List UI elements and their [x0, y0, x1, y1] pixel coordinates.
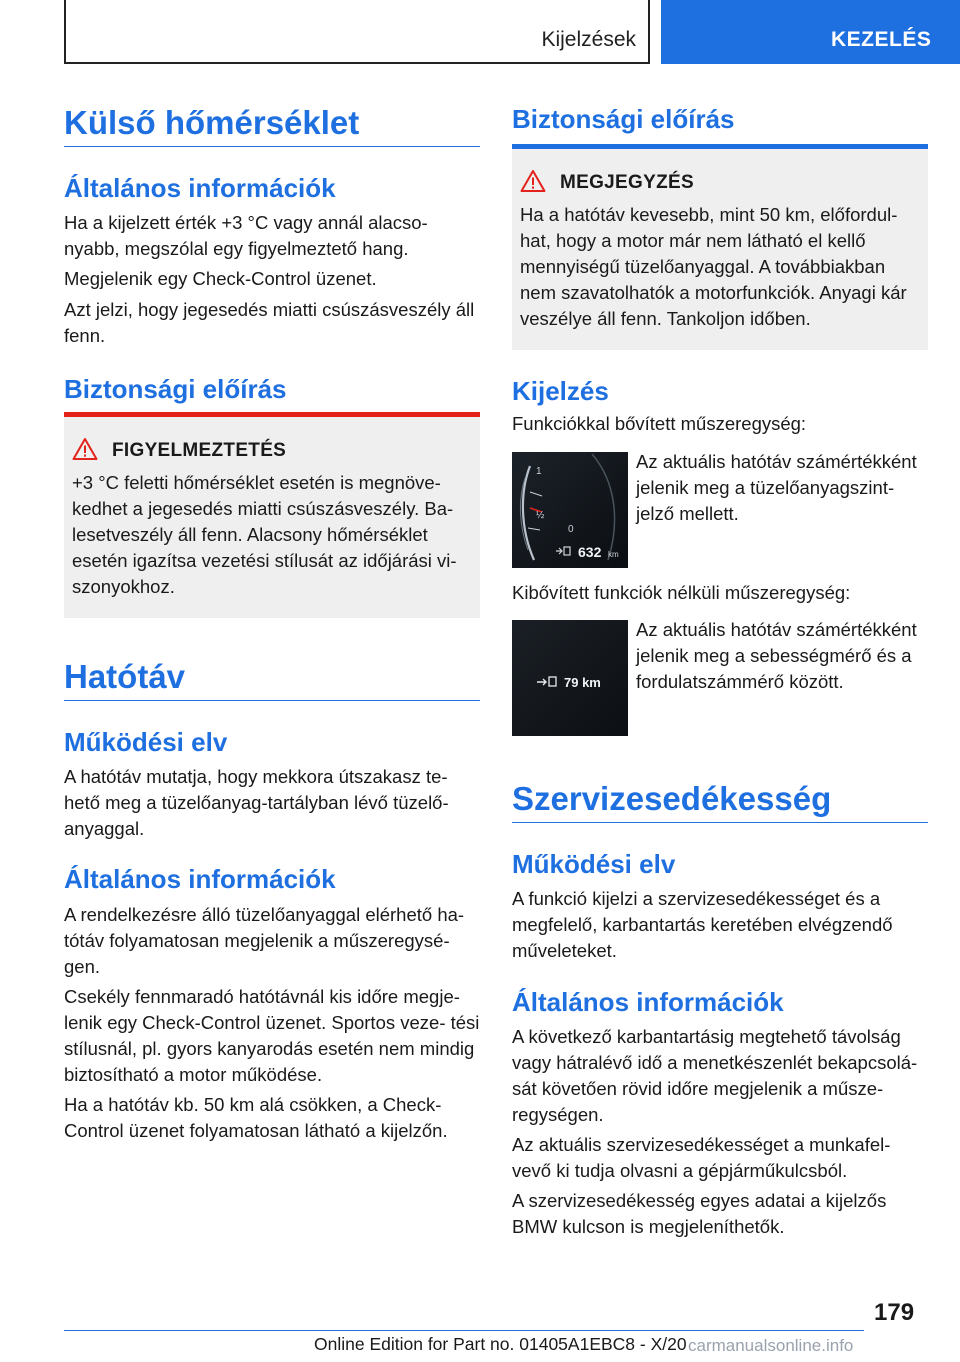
heading-outside-temperature: Külső hőmérséklet — [64, 104, 360, 141]
header-section-title: Kijelzések — [541, 28, 636, 51]
paragraph-general-2b: Csekély fennmaradó hatótávnál kis időre megje‐ lenik egy Check-Control üzenet. Sportos veze‐ tési stílusnál, pl. gyors kanyarodás esetén nem mindig biztosítható a motor működése. — [64, 986, 480, 1085]
paragraph-general-right-b: Az aktuális szervizesedékességet a munkafel‐ vevő ki tudja olvasni a gépjárműkulcsból. — [512, 1134, 891, 1181]
range-unit: km — [608, 550, 619, 559]
gauge-tick-half: ½ — [536, 510, 545, 521]
header-chapter-title: KEZELÉS — [831, 28, 932, 51]
paragraph-image2: Az aktuális hatótáv számértékként jelenik meg a sebességmérő és a fordulatszámmérő között. — [636, 619, 917, 692]
paragraph-general-2a: A rendelkezésre álló tüzelőanyaggal elérhető ha‐ tótáv folyamatosan megjelenik a műszeregysé‐ gen. — [64, 904, 465, 977]
paragraph-general-right-c: A szervizesedékesség egyes adatai a kijelzős BMW kulcson is megjeleníthetők. — [512, 1190, 887, 1237]
note-text: Ha a hatótáv kevesebb, mint 50 km, előfordul‐ hat, hogy a motor már nem látható el kellő mennyiségű tüzelőanyaggal. A továbbiakban nem szavatolhatók a motorfunkciók. Anyagi kár veszélye áll fenn. Tankoljon időben. — [520, 204, 907, 329]
range-value: 632 — [578, 544, 602, 560]
heading-general-info-right: Általános információk — [512, 987, 784, 1017]
range-display-graphic — [512, 620, 628, 736]
image-basic-cluster — [512, 620, 628, 736]
heading-principle: Működési elv — [64, 727, 228, 757]
heading-general-info-2: Általános információk — [64, 864, 336, 894]
paragraph-ice: Azt jelzi, hogy jegesedés miatti csúszásveszély áll fenn. — [64, 299, 475, 346]
right-column — [512, 0, 928, 1300]
note-bar — [512, 144, 928, 149]
warning-text: +3 °C feletti hőmérséklet esetén is megnöve‐ kedhet a jegesedés miatti csúszásveszély. Ba‐ lesetveszély áll fenn. Alacsony hőmérséklet esetén igazítsa vezetési stílusát az időjárási vi‐ szonyokhoz. — [72, 472, 457, 597]
heading-service: Szervizesedékesség — [512, 780, 832, 817]
paragraph-principle: A hatótáv mutatja, hogy mekkora útszakasz te‐ hető meg a tüzelőanyag-tartályban lévő tüzelő‐ anyaggal. — [64, 766, 449, 839]
page-number: 179 — [874, 1299, 915, 1326]
heading-principle-right: Működési elv — [512, 849, 676, 879]
heading-rule — [64, 700, 480, 701]
paragraph-image1: Az aktuális hatótáv számértékként jelenik meg a tüzelőanyagszint- jelző mellett. — [636, 451, 917, 524]
heading-range: Hatótáv — [64, 658, 186, 695]
range-value: 79 km — [564, 675, 601, 690]
note-box: MEGJEGYZÉS Ha a hatótáv kevesebb, mint 50 km, előfordul‐ hat, hogy a motor már nem látható el kellő mennyiségű tüzelőanyaggal. A továbbiakban nem szavatolhatók a motorfunkciók. Anyagi kár veszélye áll fenn. Tankoljon időben. — [512, 144, 928, 350]
footer-edition: Online Edition for Part no. 01405A1EBC8 - X/20 — [314, 1334, 687, 1354]
watermark: carmanualsonline.info — [688, 1336, 854, 1355]
paragraph-general-2c: Ha a hatótáv kb. 50 km alá csökken, a Check- Control üzenet folyamatosan látható a kijelzőn. — [64, 1094, 448, 1141]
image-extended-cluster — [512, 452, 628, 568]
heading-display: Kijelzés — [512, 376, 609, 406]
fuel-gauge-graphic — [512, 452, 628, 568]
paragraph-general-right-a: A következő karbantartásig megtehető távolság vagy hátralévő idő a menetkészenlét bekapcsolá‐ sát követően rövid időre megjelenik a műsze‐ regységen. — [512, 1026, 918, 1125]
heading-rule — [512, 822, 928, 823]
warning-bar — [64, 412, 480, 417]
paragraph-extended-cluster: Funkciókkal bővített műszeregység: — [512, 413, 807, 434]
gauge-tick-1: 1 — [536, 466, 542, 477]
warning-triangle-icon — [72, 437, 98, 461]
gauge-tick-0: 0 — [568, 524, 574, 535]
heading-rule — [64, 146, 480, 147]
warning-triangle-icon — [520, 169, 546, 193]
footer-rule — [64, 1330, 864, 1331]
heading-general-info: Általános információk — [64, 173, 336, 203]
paragraph-basic-cluster: Kibővített funkciók nélküli műszeregység: — [512, 582, 851, 603]
paragraph-general: Ha a kijelzett érték +3 °C vagy annál alacso‐ nyabb, megszólal egy figyelmeztető hang. — [64, 212, 428, 259]
heading-safety-right: Biztonsági előírás — [512, 104, 735, 134]
warning-box: FIGYELMEZTETÉS +3 °C feletti hőmérséklet esetén is megnöve‐ kedhet a jegesedés miatti csúszásveszély. Ba‐ lesetveszély áll fenn. Alacsony hőmérséklet esetén igazítsa vezetési stílusát az időjárási vi‐ szonyokhoz. — [64, 412, 480, 618]
paragraph-check-control: Megjelenik egy Check-Control üzenet. — [64, 268, 377, 289]
paragraph-principle-right: A funkció kijelzi a szervizesedékességet és a megfelelő, karbantartás keretében elvégzendő műveleteket. — [512, 888, 893, 961]
left-column — [64, 0, 480, 1300]
heading-safety: Biztonsági előírás — [64, 374, 287, 404]
